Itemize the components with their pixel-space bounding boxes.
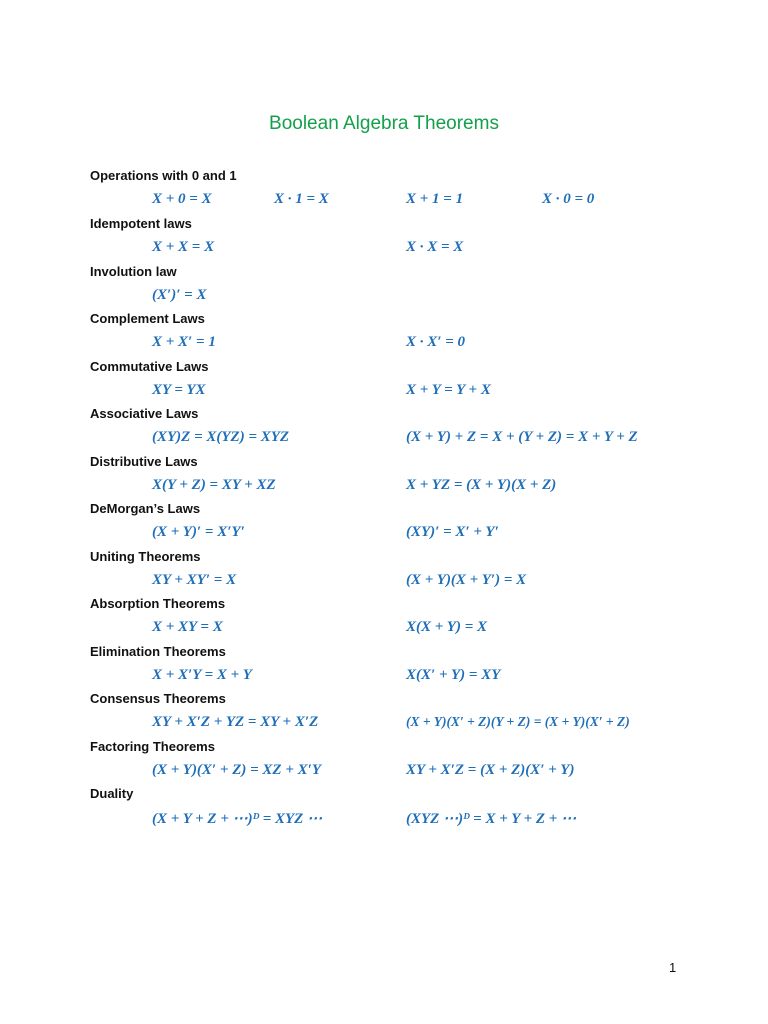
section-heading: Uniting Theorems [90, 549, 201, 564]
equation: X + YZ = (X + Y)(X + Z) [406, 477, 557, 493]
section-heading: Complement Laws [90, 311, 205, 326]
section-heading: Elimination Theorems [90, 644, 226, 659]
equation: (XYZ ⋯)ᴰ = X + Y + Z + ⋯ [406, 811, 577, 827]
equation: X(X + Y) = X [406, 619, 487, 635]
equation: (X + Y)(X′ + Z)(Y + Z) = (X + Y)(X′ + Z) [406, 714, 630, 729]
equation: X + 0 = X [152, 191, 212, 207]
equation: (X + Y) + Z = X + (Y + Z) = X + Y + Z [406, 429, 638, 445]
equation: X(Y + Z) = XY + XZ [152, 477, 276, 493]
equation: X · 1 = X [274, 191, 329, 207]
equation: X + XY = X [152, 619, 223, 635]
section-heading: Duality [90, 786, 134, 801]
section-heading: Distributive Laws [90, 454, 198, 469]
equation: (XY)Z = X(YZ) = XYZ [152, 429, 290, 445]
equation: (XY)′ = X′ + Y′ [406, 524, 499, 540]
section-heading: Involution law [90, 264, 177, 279]
equation: X · 0 = 0 [542, 191, 595, 207]
equation: X + Y = Y + X [406, 382, 491, 398]
section-heading: Operations with 0 and 1 [90, 168, 237, 183]
equation: X + X = X [152, 239, 215, 255]
equation: X + 1 = 1 [406, 191, 464, 207]
equation: XY = YX [152, 382, 206, 398]
section-heading: Consensus Theorems [90, 691, 226, 706]
section-heading: Factoring Theorems [90, 739, 215, 754]
equation: X + X′ = 1 [152, 334, 216, 350]
section-heading: Commutative Laws [90, 359, 209, 374]
section-heading: Associative Laws [90, 406, 199, 421]
section-heading: Absorption Theorems [90, 596, 226, 611]
equation: XY + X′Z = (X + Z)(X′ + Y) [406, 762, 575, 778]
section-heading: DeMorgan’s Laws [90, 501, 201, 516]
section-heading: Idempotent laws [90, 216, 192, 231]
equation: X(X′ + Y) = XY [406, 667, 501, 683]
equation: (X + Y)(X + Y′) = X [406, 572, 527, 588]
equation: X + X′Y = X + Y [152, 667, 252, 683]
page-title: Boolean Algebra Theorems [269, 113, 499, 134]
page-number: 1 [669, 960, 677, 975]
equation: XY + XY′ = X [152, 572, 237, 588]
equation: (X′)′ = X [152, 287, 207, 303]
equation: X · X′ = 0 [406, 334, 466, 350]
equation: (X + Y + Z + ⋯)ᴰ = XYZ ⋯ [152, 811, 323, 827]
equation: (X + Y)′ = X′Y′ [152, 524, 245, 540]
equation: XY + X′Z + YZ = XY + X′Z [152, 714, 319, 730]
equation: X · X = X [406, 239, 464, 255]
equation: (X + Y)(X′ + Z) = XZ + X′Y [152, 762, 322, 778]
